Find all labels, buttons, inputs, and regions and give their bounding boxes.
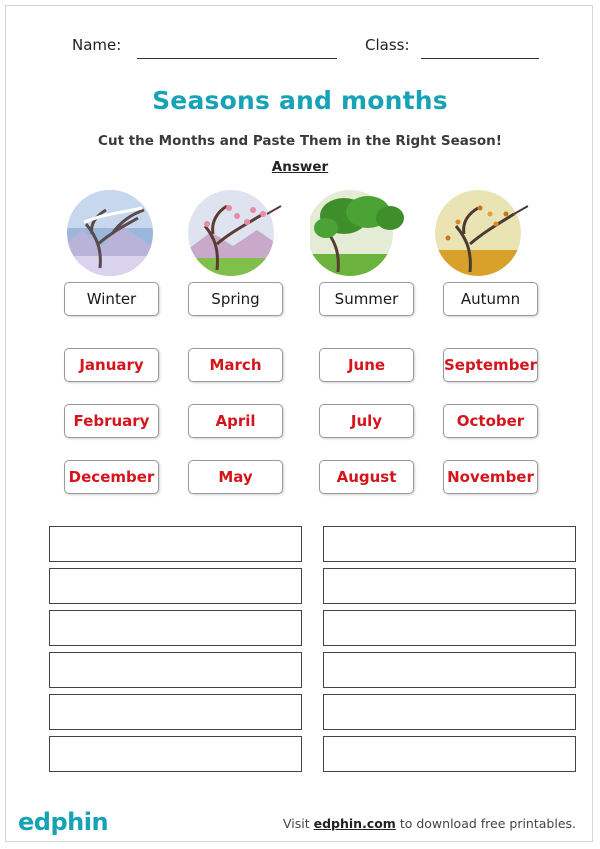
answer-box[interactable] bbox=[323, 526, 576, 562]
edphin-logo[interactable]: edphin bbox=[18, 808, 109, 836]
name-label: Name: bbox=[72, 36, 122, 54]
answer-box[interactable] bbox=[323, 652, 576, 688]
footer-link[interactable]: edphin.com bbox=[313, 816, 396, 831]
spring-tree-icon bbox=[187, 188, 283, 278]
answer-box[interactable] bbox=[323, 694, 576, 730]
class-label: Class: bbox=[365, 36, 410, 54]
name-class-row bbox=[0, 36, 600, 66]
answer-box[interactable] bbox=[49, 652, 302, 688]
month-card[interactable]: November bbox=[443, 460, 538, 494]
month-card[interactable]: May bbox=[188, 460, 283, 494]
answer-box[interactable] bbox=[49, 568, 302, 604]
page-title: Seasons and months bbox=[152, 86, 448, 115]
month-card[interactable]: January bbox=[64, 348, 159, 382]
summer-tree-icon bbox=[310, 188, 406, 278]
footer-rest: to download free printables. bbox=[399, 816, 576, 831]
answer-box[interactable] bbox=[49, 736, 302, 772]
month-card[interactable]: December bbox=[64, 460, 159, 494]
answer-box[interactable] bbox=[323, 736, 576, 772]
month-card[interactable]: October bbox=[443, 404, 538, 438]
name-field-line[interactable] bbox=[137, 58, 337, 59]
month-card[interactable]: July bbox=[319, 404, 414, 438]
footer-visit: Visit bbox=[282, 816, 310, 831]
answer-box[interactable] bbox=[49, 526, 302, 562]
month-card[interactable]: September bbox=[443, 348, 538, 382]
autumn-tree-icon bbox=[434, 188, 530, 278]
month-card[interactable]: August bbox=[319, 460, 414, 494]
answer-box[interactable] bbox=[323, 610, 576, 646]
season-label-spring: Spring bbox=[188, 282, 283, 316]
winter-tree-icon bbox=[62, 188, 158, 278]
season-label-winter: Winter bbox=[64, 282, 159, 316]
season-label-summer: Summer bbox=[319, 282, 414, 316]
month-card[interactable]: June bbox=[319, 348, 414, 382]
month-card[interactable]: March bbox=[188, 348, 283, 382]
answer-label: Answer bbox=[271, 159, 329, 175]
season-label-autumn: Autumn bbox=[443, 282, 538, 316]
answer-box[interactable] bbox=[49, 694, 302, 730]
answer-box[interactable] bbox=[49, 610, 302, 646]
answer-box[interactable] bbox=[323, 568, 576, 604]
month-card[interactable]: February bbox=[64, 404, 159, 438]
instructions: Cut the Months and Paste Them in the Right Season! bbox=[98, 133, 502, 149]
class-field-line[interactable] bbox=[421, 58, 539, 59]
month-card[interactable]: April bbox=[188, 404, 283, 438]
footer-text bbox=[283, 816, 576, 831]
